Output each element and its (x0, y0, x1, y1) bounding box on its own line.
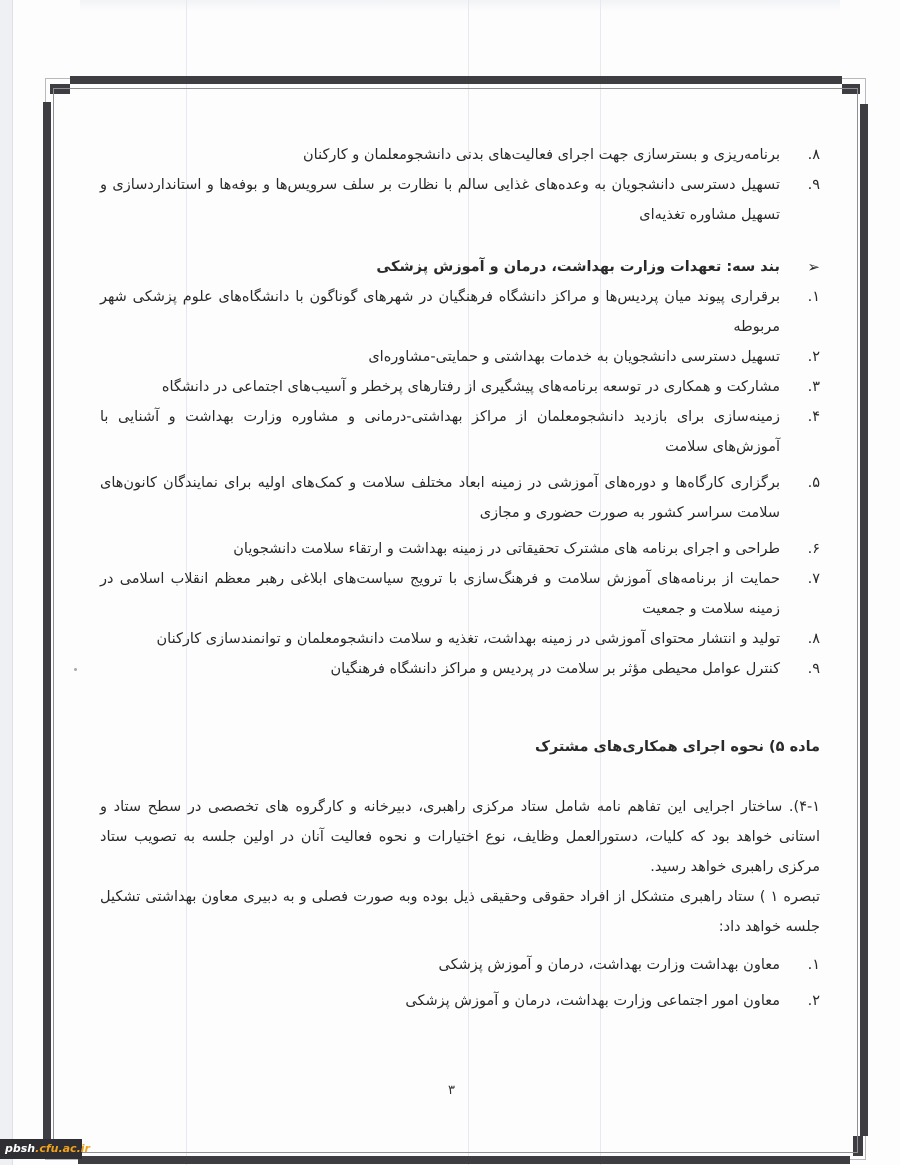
item-text: برگزاری کارگاه‌ها و دوره‌های آموزشی در زمینه ابعاد مختلف سلامت و کمک‌های اولیه برای نمایندگان کانون‌های سلامت سراسر کشور به صورت حضوری و مجازی (100, 475, 780, 521)
arrow-bullet-icon: ➢ (807, 258, 820, 276)
item-text: حمایت از برنامه‌های آموزش سلامت و فرهنگ‌سازی با ترویج سیاست‌های ابلاغی رهبر معظم انقلاب اسلامی در زمینه سلامت و جمعیت (100, 571, 780, 617)
item-text: تسهیل دسترسی دانشجویان به خدمات بهداشتی و حمایتی-مشاوره‌ای (368, 349, 780, 365)
item-number: ۳. (807, 379, 820, 395)
item-text: زمینه‌سازی برای بازدید دانشجومعلمان از مراکز بهداشتی-درمانی و مشاوره وزارت بهداشت و آشنایی با آموزش‌های سلامت (100, 409, 780, 455)
document-body (100, 140, 820, 1016)
item-number: ۶. (807, 541, 820, 557)
watermark-domain: .cfu.ac.ir (35, 1142, 90, 1155)
article-paragraph: ۴-۱). ساختار اجرایی این تفاهم نامه شامل ستاد مرکزی راهبری، دبیرخانه و کارگروه های تخصصی در سطح ستاد و استانی خواهد بود که کلیات، دستورالعمل وظایف، نوع اختیارات و نحوه فعالیت آنان در اولین جلسه به تصویب ستاد مرکزی راهبری خواهد رسید. (100, 799, 820, 875)
item-number: ۱. (807, 289, 820, 305)
list-item (100, 170, 820, 230)
item-text: برقراری پیوند میان پردیس‌ها و مراکز دانشگاه فرهنگیان در شهرهای گوناگون با دانشگاه‌های علوم پزشکی شهر مربوطه (100, 289, 780, 335)
list-item (100, 468, 820, 528)
item-text: مشارکت و همکاری در توسعه برنامه‌های پیشگیری از رفتارهای پرخطر و آسیب‌های اجتماعی در دانشگاه (161, 379, 780, 395)
item-number: ۹. (807, 177, 820, 193)
page-frame-left (43, 102, 51, 1142)
item-number: ۸. (807, 631, 820, 647)
note-paragraph: تبصره ۱ ) ستاد راهبری متشکل از افراد حقوقی وحقیقی ذیل بوده وبه صورت فصلی و به دبیری معاون بهداشتی تشکیل جلسه خواهد داد: (100, 889, 821, 935)
item-text: معاون بهداشت وزارت بهداشت، درمان و آموزش پزشکی (438, 957, 780, 973)
section-heading (100, 252, 820, 282)
list-item (100, 624, 820, 654)
item-number: ۸. (807, 147, 820, 163)
heading-text: بند سه: تعهدات وزارت بهداشت، درمان و آموزش پزشکی (376, 259, 780, 275)
item-text: تسهیل دسترسی دانشجویان به وعده‌های غذایی سالم با نظارت بر سلف سرویس‌ها و بوفه‌ها و استانداردسازی و تسهیل مشاوره تغذیه‌ای (100, 177, 780, 223)
item-number: ۲. (807, 349, 820, 365)
list-item (100, 342, 820, 372)
article-heading: ماده ۵) نحوه اجرای همکاری‌های مشترک (534, 739, 820, 755)
scan-speck (74, 668, 77, 671)
scan-edge (0, 0, 13, 1165)
list-item (100, 140, 820, 170)
site-watermark (0, 1139, 90, 1159)
member-item (100, 950, 820, 980)
page-frame-right (860, 104, 868, 1136)
item-text: کنترل عوامل محیطی مؤثر بر سلامت در پردیس و مراکز دانشگاه فرهنگیان (330, 661, 780, 677)
page-frame-bottom (78, 1156, 850, 1164)
list-item (100, 564, 820, 624)
list-item (100, 282, 820, 342)
list-item (100, 402, 820, 462)
item-text: تولید و انتشار محتوای آموزشی در زمینه بهداشت، تغذیه و سلامت دانشجومعلمان و توانمندسازی کارکنان (156, 631, 780, 647)
bleed-through-text (80, 0, 840, 12)
item-number: ۱. (807, 957, 820, 973)
item-text: برنامه‌ریزی و بسترسازی جهت اجرای فعالیت‌های بدنی دانشجومعلمان و کارکنان (303, 147, 780, 163)
member-item (100, 986, 820, 1016)
item-number: ۷. (807, 571, 820, 587)
page-number: ۳ (448, 1083, 455, 1098)
list-item (100, 654, 820, 684)
page-frame-top (70, 76, 842, 84)
watermark-prefix: pbsh (5, 1142, 36, 1155)
list-item (100, 372, 820, 402)
item-number: ۴. (807, 409, 820, 425)
item-number: ۵. (807, 475, 820, 491)
item-text: طراحی و اجرای برنامه های مشترک تحقیقاتی در زمینه بهداشت و ارتقاء سلامت دانشجویان (233, 541, 780, 557)
item-number: ۹. (807, 661, 820, 677)
item-text: معاون امور اجتماعی وزارت بهداشت، درمان و آموزش پزشکی (405, 993, 780, 1009)
list-item (100, 534, 820, 564)
item-number: ۲. (807, 993, 820, 1009)
